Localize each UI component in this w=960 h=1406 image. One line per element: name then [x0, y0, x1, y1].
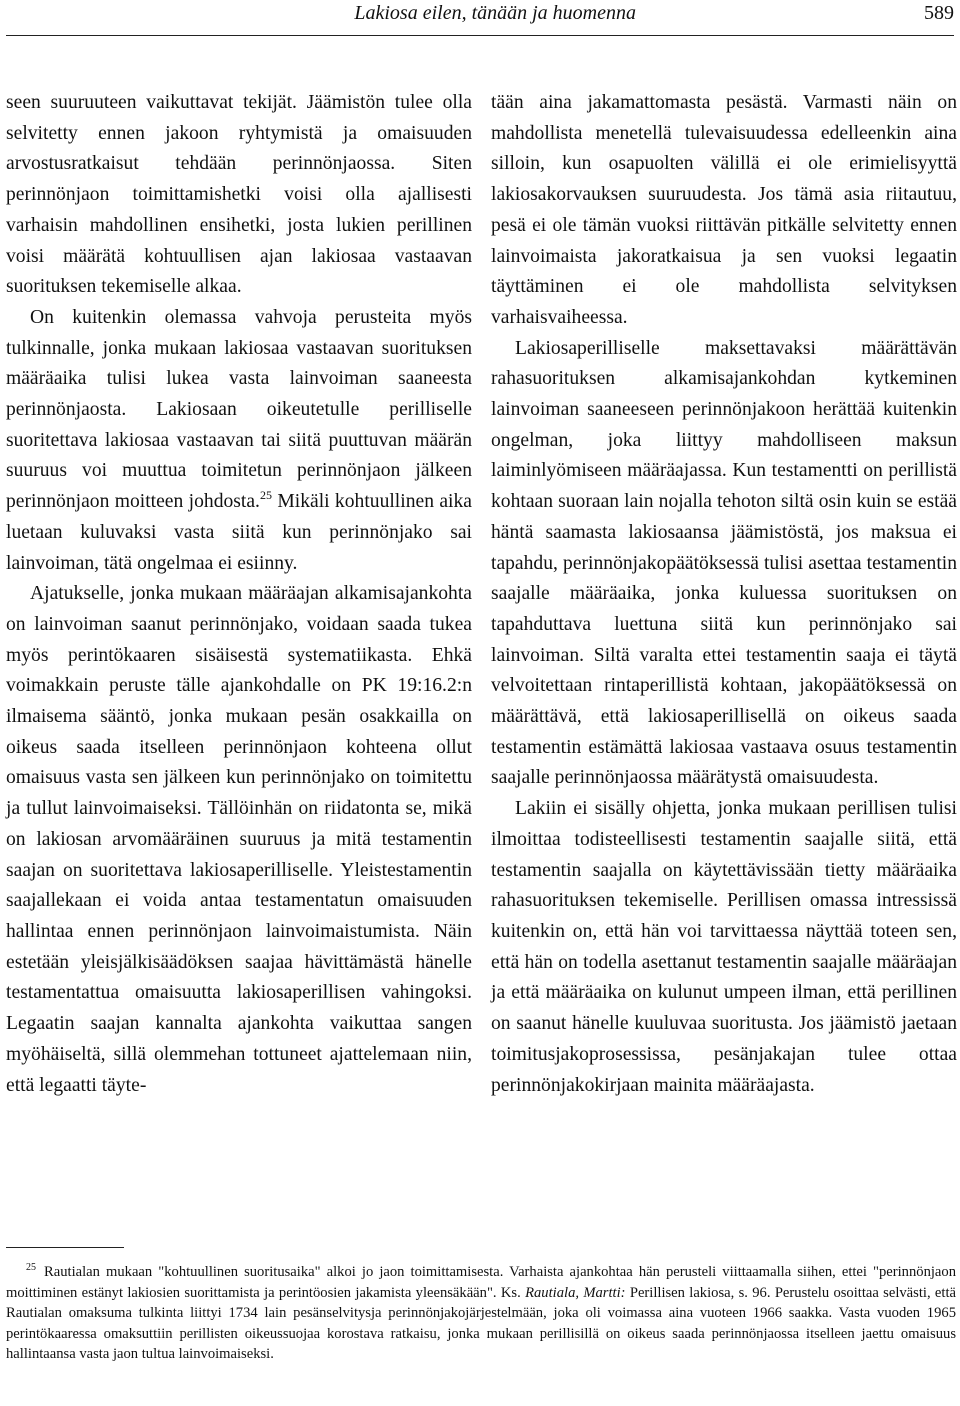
page-number: 589 — [924, 2, 954, 24]
footnote-text-a: Rautialan mukaan "kohtuullinen suoritusaika" alkoi jo jaon toimittamisesta. Varhaista ajankohtaa hän perusteli viittaamalla siihen, ettei "perinnönjaon moittiminen estänyt lakiosien suorittamista ja perintöosien jakamista yleensäkään". Ks. — [6, 1264, 956, 1301]
footnotes — [6, 1262, 956, 1365]
footnote-rule — [6, 1247, 124, 1248]
footnote-author: Rautiala, Martti: — [525, 1284, 626, 1301]
left-paragraph-2 — [6, 303, 472, 579]
right-column — [491, 88, 957, 1101]
running-header — [6, 0, 954, 28]
left-paragraph-1: seen suuruuteen vaikuttavat tekijät. Jäämistön tulee olla selvitetty ennen jakoon ryhtymistä ja omaisuuden arvostusratkaisut tehdään perinnönjaossa. Siten perinnönjaon toimittamishetki voisi olla ajallisesti varhaisin mahdollinen ensihetki, josta lukien perillinen voisi määrätä kohtuullisen ajan lakiosaa vastaavan suorituksen tekemiselle alkaa. — [6, 92, 472, 298]
left-column — [6, 88, 472, 1101]
right-paragraph-3: Lakiin ei sisälly ohjetta, jonka mukaan perillisen tulisi ilmoittaa todisteellisesti testamentin saajalle siitä, että testamentin saajalla on käytettävissään tietty määräaika rahasuorituksen tekemiselle. Perillisen omassa intressissä kuitenkin on, että hän voi tarvittaessa näyttää toteen sen, että hän on todella asettanut testamentin saajalle määräajan ja että määräaika on kulunut umpeen ilman, että perillinen on saanut hänelle kuuluvaa suoritusta. Jos jäämistö jaetaan toimitusjakoprosessissa, pesänjakajan tulee ottaa perinnönjakokirjaan mainita määräajasta. — [491, 798, 957, 1096]
running-title: Lakiosa eilen, tänään ja huomenna — [354, 2, 636, 24]
left-paragraph-2-text-b: Mikäli kohtuullinen aika luetaan kuluvaksi vasta siitä kun perinnönjako sai lainvoiman, tätä ongelmaa ei esiinny. — [6, 491, 472, 574]
header-rule — [6, 35, 954, 36]
footnote-number: 25 — [26, 1262, 36, 1273]
footnote-reference: 25 — [259, 488, 272, 503]
left-paragraph-3: Ajatukselle, jonka mukaan määräajan alkamisajankohta on lainvoiman saanut perinnönjako, voidaan saada tukea myös perintökaaren sisäisestä systematiikasta. Ehkä voimakkain peruste tälle ajankohdalle on PK 19:16.2:n ilmaisema sääntö, jonka mukaan pesän osakkailla on oikeus saada itselleen perinnönjaon kohteena ollut omaisuus vasta sen jälkeen kun perinnönjako on toimitettu ja tullut lainvoimaiseksi. Tällöinhän on riidatonta se, mikä on lakiosan arvomääräinen suuruus ja mitä testamentin saajan on suoritettava lakiosaperilliselle. Yleistestamentin saajallekaan ei voida antaa testamentatun omaisuuden hallintaa ennen perinnönjaon lainvoimaistumista. Näin estetään yleisjälkisäädöksen saajaa hävittämästä hänelle testamentattua omaisuutta lakiosaperillisen vahingoksi. Legaatin saajan kannalta ajankohta vaikuttaa sangen myöhäiseltä, sillä olemmehan tottuneet ajattelemaan niin, että legaatti täyte- — [6, 583, 472, 1096]
footnote-text-b: Perillisen lakiosa, s. 96. Perustelu osoittaa selvästi, että Rautialan omaksuma tulkinta liittyi 1734 lain pesänselvitysja perinnönjakojärjestelmään, joka oli voimassa aina vuoteen 1966 saakka. Vasta vuoden 1965 perintökaaressa omaksuttiin perillisten oikeussuojaa korostava ratkaisu, jonka mukaan perillisillä on oikeus saada perinnönjaossa itselleen jaettu omaisuus hallintaansa vasta jaon tultua lainvoimaiseksi. — [6, 1284, 956, 1363]
right-paragraph-2: Lakiosaperilliselle maksettavaksi määrättävän rahasuorituksen alkamisajankohdan kytkeminen lainvoiman saaneeseen perinnönjakoon herättää kuitenkin ongelman, joka liittyy mahdolliseen maksun laiminlyömiseen määräajassa. Kun testamentti on perillistä kohtaan suoraan lain nojalla tehoton siltä osin kuin se estää häntä saamasta lakiosaansa jäämistöstä, jos maksua ei tapahdu, perinnönjakopäätöksessä tulisi asettaa testamentin saajalle määräaika, jonka kuluessa suorituksen on tapahduttava luettuna siitä kun perinnönjako sai lainvoiman. Siltä varalta ettei testamentin saaja ei täytä velvoitettaan rintaperillistä kohtaan, jakopäätöksessä on määrättävä, että lakiosaperillisellä on oikeus saada testamentin estämättä lakiosaa vastaava osuus testamentin saajalle perinnönjaossa määrätystä omaisuudesta. — [491, 337, 957, 789]
left-paragraph-2-text-a: On kuitenkin olemassa vahvoja perusteita myös tulkinnalle, jonka mukaan lakiosaa vastaavan suorituksen määräaika tulisi lukea vasta lainvoiman saaneesta perinnönjaosta. Lakiosaan oikeutetulle perilliselle suoritettava lakiosaa vastaavan tai siitä puuttuvan määrän suuruus voi muuttua toimitetun perinnönjaon jälkeen perinnönjaon moitteen johdosta. — [6, 306, 472, 513]
footnote-25 — [6, 1262, 956, 1365]
right-paragraph-1: tään aina jakamattomasta pesästä. Varmasti näin on mahdollista menetellä tulevaisuudessa edelleenkin aina silloin, kun osapuolten välillä ei ole erimielisyyttä lakiosakorvauksen suuruudesta. Jos tämä asia riitautuu, pesä ei ole tämän vuoksi riittävän pitkälle selvitetty ennen lainvoimaista jakoratkaisua ja sen vuoksi legaatin täyttäminen ei ole mahdollista selvityksen varhaisvaiheessa. — [491, 92, 957, 328]
